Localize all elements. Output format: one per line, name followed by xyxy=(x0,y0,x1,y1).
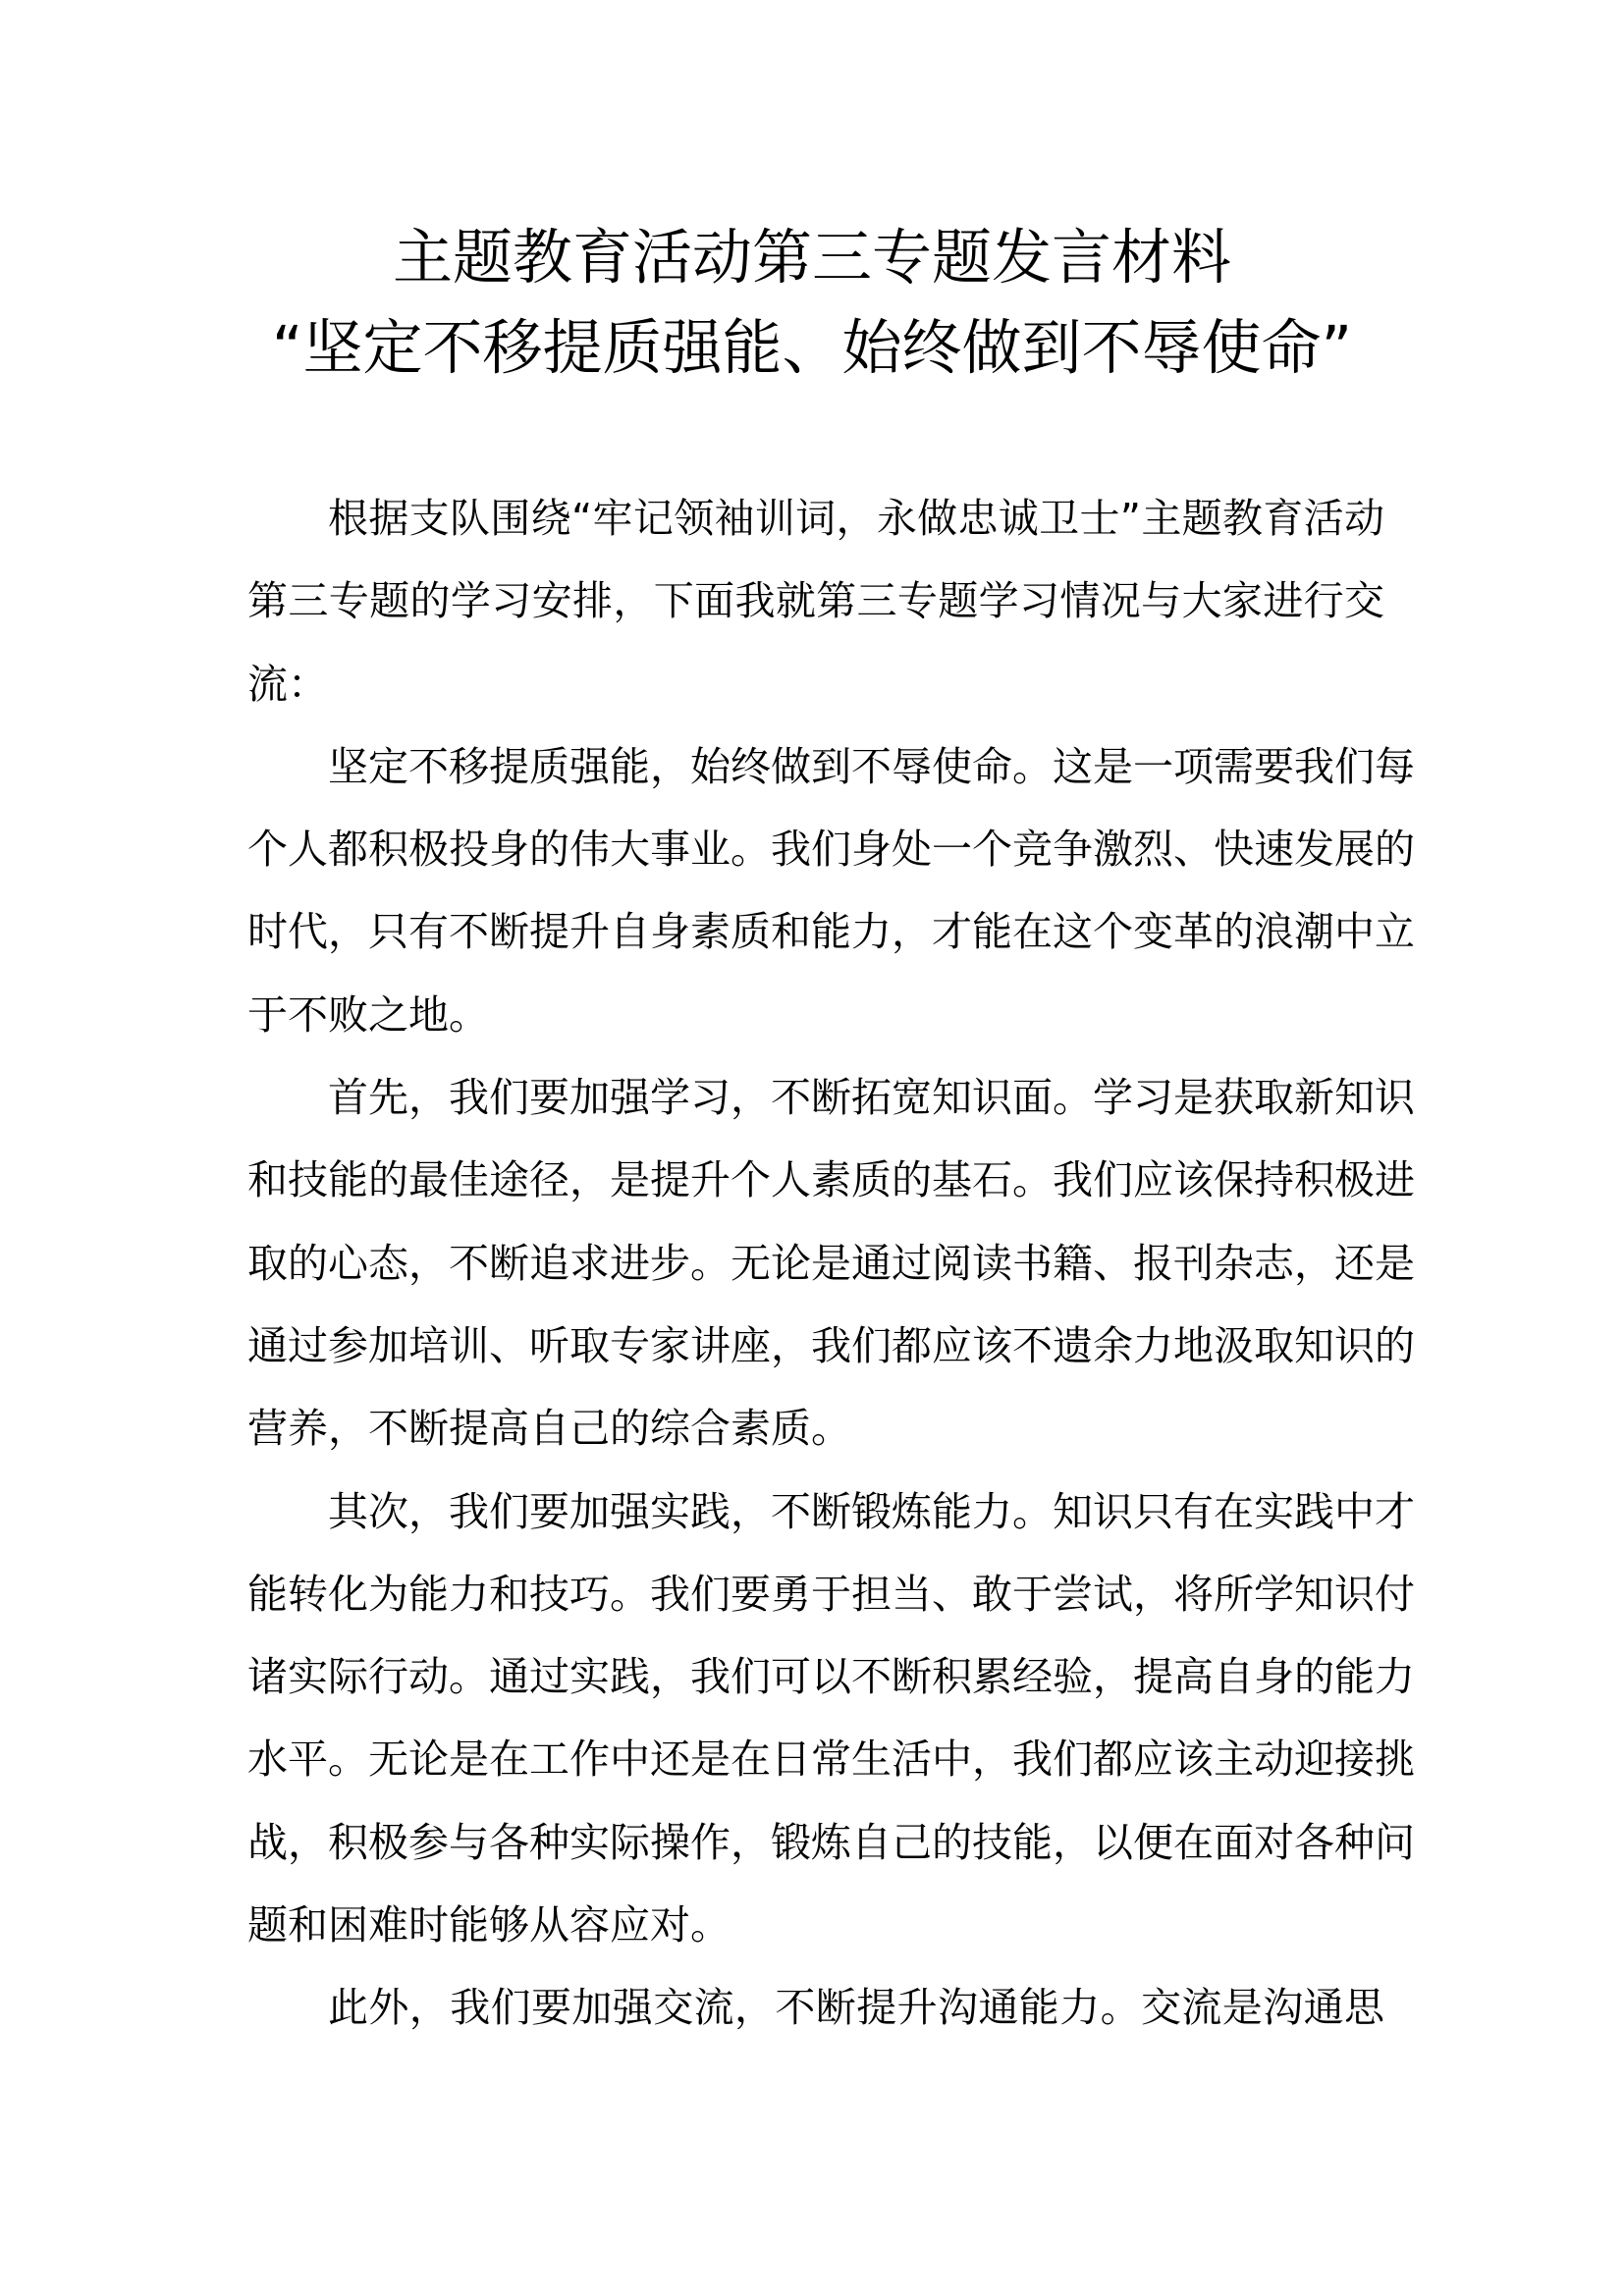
text-line: 此外，我们要加强交流，不断提升沟通能力。交流是沟通思 xyxy=(328,1984,1384,2032)
text-line: 营养，不断提高自己的综合素质。 xyxy=(247,1405,851,1453)
paragraph xyxy=(247,1056,1415,1469)
text-line: 和技能的最佳途径，是提升个人素质的基石。我们应该保持积极进 xyxy=(247,1156,1415,1204)
text-line: 第三专题的学习安排，下面我就第三专题学习情况与大家进行交 xyxy=(247,577,1384,625)
text-line: 题和困难时能够从容应对。 xyxy=(247,1901,731,1949)
text-line: 通过参加培训、听取专家讲座，我们都应该不遗余力地汲取知识的 xyxy=(247,1321,1415,1369)
text-line: 坚定不移提质强能，始终做到不辱使命。这是一项需要我们每 xyxy=(328,742,1415,790)
text-line: 于不败之地。 xyxy=(247,990,489,1039)
paragraph xyxy=(247,1470,1415,1967)
text-line: 根据支队围绕“牢记领袖训词，永做忠诚卫士”主题教育活动 xyxy=(328,495,1384,542)
text-line: 流： xyxy=(247,660,328,708)
text-line: 战，积极参与各种实际操作，锻炼自己的技能，以便在面对各种问 xyxy=(247,1818,1415,1866)
text-line: 取的心态，不断追求进步。无论是通过阅读书籍、报刊杂志，还是 xyxy=(247,1239,1415,1287)
paragraph xyxy=(247,1966,1384,2049)
paragraph xyxy=(247,725,1415,1056)
document-title: 主题教育活动第三专题发言材料 xyxy=(392,223,1231,293)
text-line: 首先，我们要加强学习，不断拓宽知识面。学习是获取新知识 xyxy=(328,1074,1415,1122)
text-line: 水平。无论是在工作中还是在日常生活中，我们都应该主动迎接挑 xyxy=(247,1735,1415,1784)
text-line: 能转化为能力和技巧。我们要勇于担当、敢于尝试，将所学知识付 xyxy=(247,1570,1415,1618)
paragraph xyxy=(247,477,1384,725)
document-body xyxy=(247,477,1415,2050)
text-line: 时代，只有不断提升自身素质和能力，才能在这个变革的浪潮中立 xyxy=(247,908,1415,956)
document-subtitle: “坚定不移提质强能、始终做到不辱使命” xyxy=(271,313,1353,383)
text-line: 其次，我们要加强实践，不断锻炼能力。知识只有在实践中才 xyxy=(328,1487,1415,1535)
text-line: 诸实际行动。通过实践，我们可以不断积累经验，提高自身的能力 xyxy=(247,1653,1415,1701)
text-line: 个人都积极投身的伟大事业。我们身处一个竞争激烈、快速发展的 xyxy=(247,826,1415,874)
